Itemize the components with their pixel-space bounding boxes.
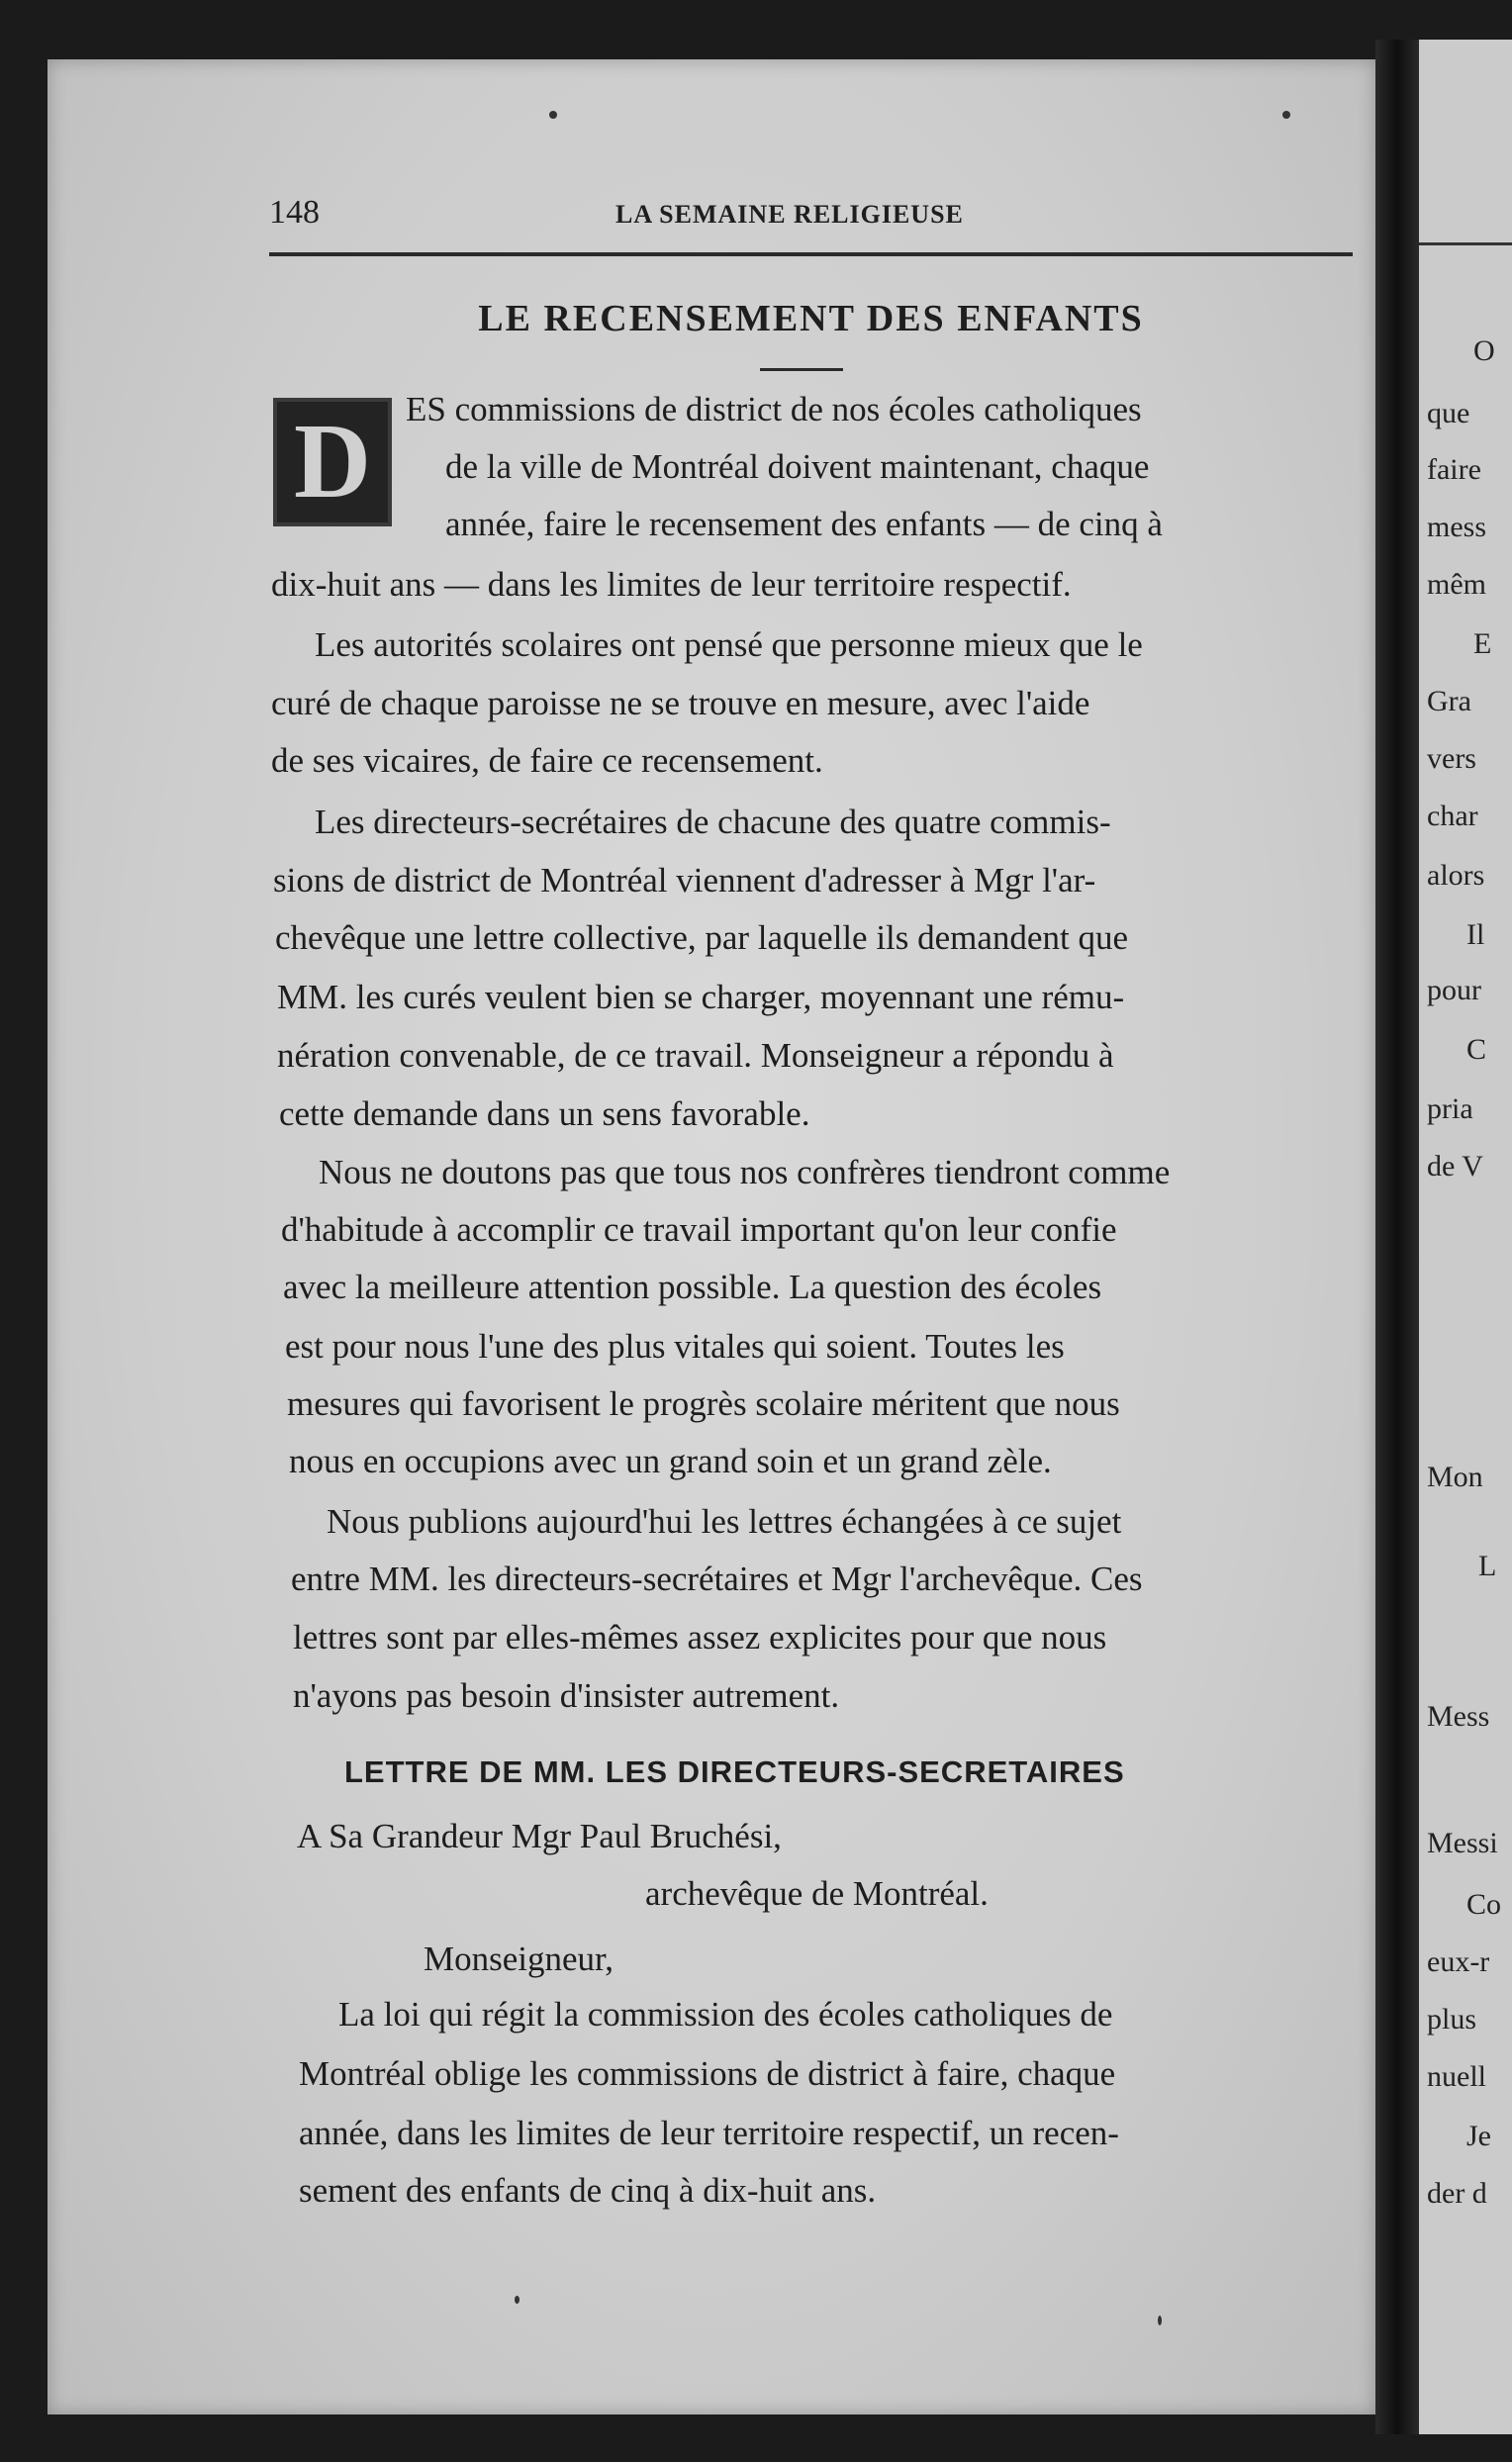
text-line: entre MM. les directeurs-secrétaires et Mgr l'archevêque. Ces (291, 1560, 1143, 1598)
facing-fragment: mess (1427, 511, 1486, 543)
running-head (269, 194, 1358, 234)
text-line: Nous ne doutons pas que tous nos confrères tiendront comme (319, 1153, 1171, 1191)
header-rule (269, 252, 1353, 256)
facing-fragment: Messi (1427, 1827, 1498, 1859)
scan-speck (1158, 2316, 1162, 2325)
scan-speck (515, 2296, 520, 2304)
facing-fragment: Il (1466, 918, 1485, 951)
facing-fragment: char (1427, 800, 1478, 832)
text-line: nération convenable, de ce travail. Monseigneur a répondu à (277, 1036, 1114, 1075)
facing-fragment: eux-r (1427, 1945, 1490, 1978)
drop-cap: D (273, 398, 392, 526)
journal-title: LA SEMAINE RELIGIEUSE (615, 200, 964, 229)
text-line: Nous publions aujourd'hui les lettres échangées à ce sujet (327, 1502, 1122, 1541)
facing-fragment: plus (1427, 2003, 1477, 2036)
right-page-rule (1419, 242, 1512, 245)
text-line: de ses vicaires, de faire ce recensement. (271, 741, 823, 780)
text-line: d'habitude à accomplir ce travail important qu'on leur confie (281, 1210, 1117, 1249)
facing-fragment: alors (1427, 859, 1485, 892)
letter-heading: LETTRE DE MM. LES DIRECTEURS-SECRETAIRES (344, 1754, 1125, 1789)
scan-speck (549, 111, 557, 119)
facing-fragment: O (1473, 334, 1495, 367)
text-line: Les autorités scolaires ont pensé que personne mieux que le (315, 625, 1143, 664)
facing-fragment: nuell (1427, 2060, 1486, 2093)
text-line: curé de chaque paroisse ne se trouve en mesure, avec l'aide (271, 684, 1090, 722)
facing-fragment: vers (1427, 742, 1476, 775)
facing-fragment: E (1473, 627, 1492, 660)
text-line: avec la meilleure attention possible. La question des écoles (283, 1268, 1102, 1306)
page-number: 148 (269, 194, 320, 231)
text-line: année, dans les limites de leur territoire respectif, un recen- (299, 2114, 1119, 2152)
facing-fragment: Gra (1427, 685, 1471, 717)
facing-fragment: Je (1466, 2120, 1491, 2152)
facing-fragment: pour (1427, 974, 1481, 1006)
letter-addressee: A Sa Grandeur Mgr Paul Bruchési, (297, 1817, 782, 1855)
article-title: LE RECENSEMENT DES ENFANTS (478, 298, 1144, 339)
facing-fragment: Mon (1427, 1461, 1483, 1493)
text-line: Les directeurs-secrétaires de chacune des quatre commis- (315, 803, 1111, 841)
text-line: cette demande dans un sens favorable. (279, 1094, 810, 1133)
text-line: de la ville de Montréal doivent maintenant, chaque (445, 447, 1150, 486)
letter-addressee-title: archevêque de Montréal. (645, 1874, 989, 1913)
text-line: La loi qui régit la commission des écoles catholiques de (338, 1995, 1113, 2034)
text-line: chevêque une lettre collective, par laquelle ils demandent que (275, 918, 1128, 957)
text-line: sement des enfants de cinq à dix-huit ans. (299, 2171, 877, 2210)
text-line: est pour nous l'une des plus vitales qui soient. Toutes les (285, 1327, 1065, 1366)
facing-fragment: de V (1427, 1150, 1483, 1183)
text-line: sions de district de Montréal viennent d'adresser à Mgr l'ar- (273, 861, 1096, 900)
text-line: lettres sont par elles-mêmes assez explicites pour que nous (293, 1618, 1107, 1657)
facing-fragment: Mess (1427, 1700, 1490, 1733)
text-line: Montréal oblige les commissions de district à faire, chaque (299, 2054, 1116, 2093)
text-line: mesures qui favorisent le progrès scolaire méritent que nous (287, 1384, 1120, 1423)
text-line: ES commissions de district de nos écoles catholiques (406, 390, 1142, 428)
facing-fragment: que (1427, 397, 1470, 429)
letter-salutation: Monseigneur, (424, 1940, 614, 1978)
facing-fragment: L (1478, 1550, 1497, 1582)
facing-fragment: Co (1466, 1888, 1502, 1921)
facing-fragment: mêm (1427, 568, 1486, 601)
scan-speck (1282, 111, 1290, 119)
text-line: MM. les curés veulent bien se charger, moyennant une rému- (277, 978, 1125, 1016)
facing-fragment: C (1466, 1033, 1487, 1066)
facing-fragment: pria (1427, 1092, 1473, 1125)
right-page-edge (1419, 40, 1512, 2434)
facing-fragment: faire (1427, 453, 1481, 486)
title-rule (760, 368, 843, 371)
text-line: année, faire le recensement des enfants — de cinq à (445, 505, 1163, 543)
text-line: dix-huit ans — dans les limites de leur territoire respectif. (271, 565, 1072, 604)
text-line: nous en occupions avec un grand soin et un grand zèle. (289, 1442, 1052, 1480)
text-line: n'ayons pas besoin d'insister autrement. (293, 1676, 840, 1715)
book-gutter (1375, 40, 1419, 2434)
facing-fragment: der d (1427, 2177, 1487, 2210)
